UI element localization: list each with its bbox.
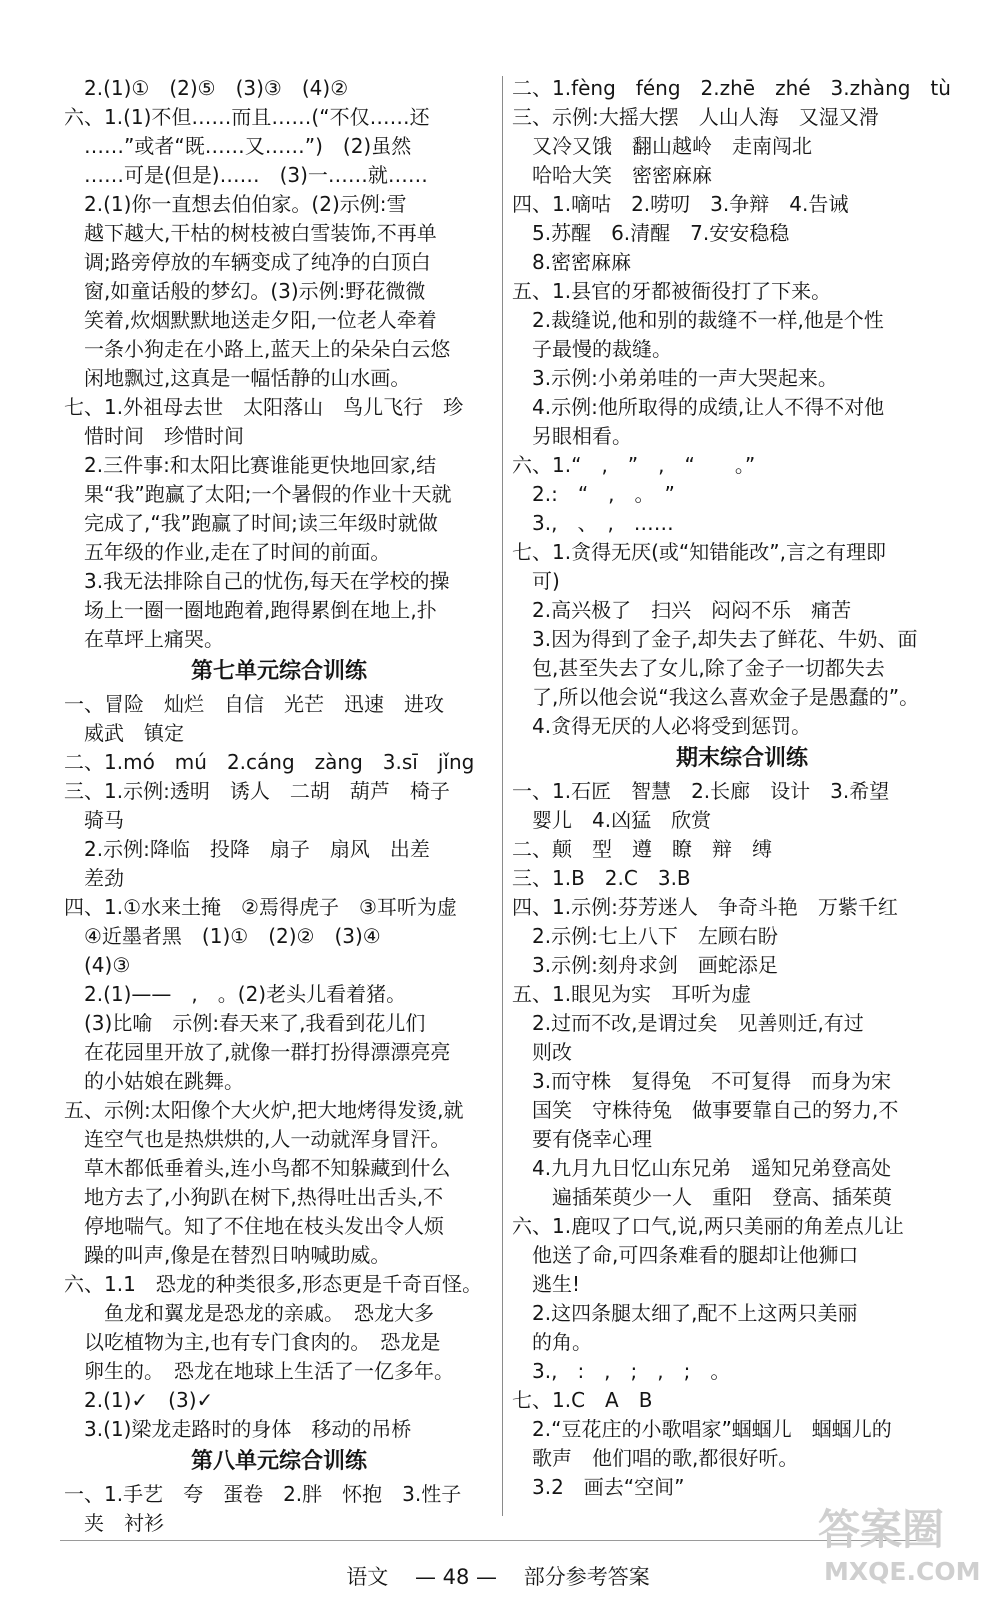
answer-line: 3.示例:刻舟求剑 画蛇添足 [512, 953, 778, 977]
answer-line: 了,所以他会说“我这么喜欢金子是愚蠢的”。 [512, 685, 920, 709]
answer-line: 2.(1)① (2)⑤ (3)③ (4)② [64, 76, 349, 100]
answer-line: 3., : , ; , ; 。 [512, 1359, 731, 1383]
answer-line: 三、1.示例:透明 诱人 二胡 葫芦 椅子 [64, 779, 450, 803]
answer-line: 五年级的作业,走在了时间的前面。 [64, 540, 391, 564]
answer-line: ……”或者“既……又……”) (2)虽然 [64, 134, 412, 158]
answer-line: 8.密密麻麻 [512, 250, 632, 274]
answer-line: 二、1.mó mú 2.cáng zàng 3.sī jǐng [64, 750, 475, 774]
answer-line: 婴儿 4.凶猛 欣赏 [512, 808, 712, 832]
footer-page-number: — 48 — [414, 1565, 498, 1589]
answer-line: 笑着,炊烟默默地送走夕阳,一位老人牵着 [64, 308, 437, 332]
answer-line: 四、1.①水来土掩 ②焉得虎子 ③耳听为虚 [64, 895, 457, 919]
footer-rule [60, 1540, 930, 1541]
answer-line: 七、1.外祖母去世 太阳落山 鸟儿飞行 珍 [64, 395, 464, 419]
answer-line: 五、1.眼见为实 耳听为虚 [512, 982, 752, 1006]
answer-line: ④近墨者黑 (1)① (2)② (3)④ [64, 924, 381, 948]
column-divider [502, 76, 503, 1516]
answer-line: 他送了命,可四条难看的腿却让他狮口 [512, 1243, 859, 1267]
answer-line: 三、1.B 2.C 3.B [512, 866, 691, 890]
answer-line: 一、冒险 灿烂 自信 光芒 迅速 进攻 [64, 692, 444, 716]
answer-line: 2.裁缝说,他和别的裁缝不一样,他是个性 [512, 308, 884, 332]
answer-line: (3)比喻 示例:春天来了,我看到花儿们 [64, 1011, 426, 1035]
answer-line: 七、1.C A B [512, 1388, 653, 1412]
answer-line: 要有侥幸心理 [512, 1127, 652, 1151]
answer-line: 地方去了,小狗趴在树下,热得吐出舌头,不 [64, 1185, 444, 1209]
answer-line: 场上一圈一圈地跑着,跑得累倒在地上,扑 [64, 598, 437, 622]
footer-subject: 语文 [346, 1565, 389, 1589]
answer-line: 调;路旁停放的车辆变成了纯净的白顶白 [64, 250, 431, 274]
answer-line: 差劲 [64, 866, 124, 890]
answer-line: 2.(1)✓ (3)✓ [64, 1388, 214, 1412]
answer-line: 可) [512, 569, 560, 593]
answer-line: 四、1.嘀咕 2.唠叨 3.争辩 4.告诫 [512, 192, 849, 216]
answer-line: 越下越大,干枯的树枝被白雪装饰,不再单 [64, 221, 437, 245]
section-heading: 期末综合训练 [675, 746, 808, 771]
footer-label: 部分参考答案 [523, 1565, 650, 1589]
answer-line: 3.2 画去“空间” [512, 1475, 685, 1499]
answer-line: 六、1.鹿叹了口气,说,两只美丽的角差点儿让 [512, 1214, 904, 1238]
answer-line: 2.(1)—— , 。(2)老头儿看着猪。 [64, 982, 407, 1006]
answer-line: (4)③ [64, 953, 131, 977]
answer-line: 停地喘气。知了不住地在枝头发出令人烦 [64, 1214, 444, 1238]
answer-line: 二、颠 型 遵 瞭 辩 缚 [512, 837, 772, 861]
answer-line: 2.这四条腿太细了,配不上这两只美丽 [512, 1301, 858, 1325]
answer-line: 4.示例:他所取得的成绩,让人不得不对他 [512, 395, 885, 419]
answer-line: 在草坪上痛哭。 [64, 627, 224, 651]
answer-line: 惜时间 珍惜时间 [64, 424, 244, 448]
answer-line: 在花园里开放了,就像一群打扮得漂漂亮亮 [64, 1040, 451, 1064]
answer-line: 3.示例:小弟弟哇的一声大哭起来。 [512, 366, 838, 390]
answer-line: 夹 衬衫 [64, 1511, 164, 1535]
answer-line: 窗,如童话般的梦幻。(3)示例:野花微微 [64, 279, 426, 303]
section-heading: 第七单元综合训练 [190, 659, 367, 684]
answer-line: 又冷又饿 翻山越岭 走南闯北 [512, 134, 812, 158]
answer-line: 国笑 守株待兔 做事要靠自己的努力,不 [512, 1098, 899, 1122]
answer-line: 完成了,“我”跑赢了时间;读三年级时就做 [64, 511, 438, 535]
answer-line: 六、1.“ , ” , “ 。” [512, 453, 756, 477]
answer-line: 六、1.(1)不但……而且……(“不仅……还 [64, 105, 430, 129]
answer-line: 2.(1)你一直想去伯伯家。(2)示例:雪 [64, 192, 407, 216]
answer-line: 4.贪得无厌的人必将受到惩罚。 [512, 714, 812, 738]
answer-line: 躁的叫声,像是在替烈日呐喊助威。 [64, 1243, 391, 1267]
answer-line: 遍插茱萸少一人 重阳 登高、插茱萸 [512, 1185, 892, 1209]
answer-line: 3.(1)梁龙走路时的身体 移动的吊桥 [64, 1417, 412, 1441]
answer-line: 歌声 他们唱的歌,都很好听。 [512, 1446, 799, 1470]
answer-line: 逃生! [512, 1272, 581, 1296]
answer-line: 果“我”跑赢了太阳;一个暑假的作业十天就 [64, 482, 452, 506]
answer-line: 2.“豆花庄的小歌唱家”蝈蝈儿 蝈蝈儿的 [512, 1417, 892, 1441]
watermark-url-text: MXQE.COM [824, 1557, 981, 1586]
answer-line: 四、1.示例:芬芳迷人 争奇斗艳 万紫千红 [512, 895, 898, 919]
answer-line: 的小姑娘在跳舞。 [64, 1069, 244, 1093]
answer-line: 3.而守株 复得兔 不可复得 而身为宋 [512, 1069, 892, 1093]
answer-line: 威武 镇定 [64, 721, 184, 745]
answer-line: 2.高兴极了 扫兴 闷闷不乐 痛苦 [512, 598, 852, 622]
answer-line: 一条小狗走在小路上,蓝天上的朵朵白云悠 [64, 337, 451, 361]
answer-line: 七、1.贪得无厌(或“知错能改”,言之有理即 [512, 540, 886, 564]
answer-line: 的角。 [512, 1330, 592, 1354]
answer-line: 五、示例:太阳像个大火炉,把大地烤得发烫,就 [64, 1098, 464, 1122]
answer-line: ……可是(但是)…… (3)一……就…… [64, 163, 428, 187]
section-heading: 第八单元综合训练 [190, 1449, 367, 1474]
answer-line: 一、1.手艺 夸 蛋卷 2.胖 怀抱 3.性子 [64, 1482, 462, 1506]
answer-line: 哈哈大笑 密密麻麻 [512, 163, 712, 187]
answer-line: 五、1.县官的牙都被衙役打了下来。 [512, 279, 832, 303]
answer-line: 4.九月九日忆山东兄弟 遥知兄弟登高处 [512, 1156, 892, 1180]
answer-line: 鱼龙和翼龙是恐龙的亲戚。 恐龙大多 [64, 1301, 434, 1325]
answer-line: 3.我无法排除自己的忧伤,每天在学校的操 [64, 569, 450, 593]
answer-line: 2.三件事:和太阳比赛谁能更快地回家,结 [64, 453, 437, 477]
answer-line: 连空气也是热烘烘的,人一动就浑身冒汗。 [64, 1127, 451, 1151]
answer-line: 二、1.fèng féng 2.zhē zhé 3.zhàng tù [512, 76, 951, 100]
answer-line: 3., 、 , …… [512, 511, 674, 535]
answer-line: 则改 [512, 1040, 572, 1064]
answer-line: 六、1.1 恐龙的种类很多,形态更是千奇百怪。 [64, 1272, 483, 1296]
left-column [64, 74, 494, 1538]
answer-line: 三、示例:大摇大摆 人山人海 又湿又滑 [512, 105, 879, 129]
answer-line: 包,甚至失去了女儿,除了金子一切都失去 [512, 656, 885, 680]
answer-line: 2.示例:七上八下 左顾右盼 [512, 924, 778, 948]
answer-line: 闲地飘过,这真是一幅恬静的山水画。 [64, 366, 411, 390]
answer-line: 以吃植物为主,也有专门食肉的。 恐龙是 [64, 1330, 441, 1354]
answer-line: 卵生的。 恐龙在地球上生活了一亿多年。 [64, 1359, 454, 1383]
answer-line: 草木都低垂着头,连小鸟都不知躲藏到什么 [64, 1156, 451, 1180]
answer-line: 一、1.石匠 智慧 2.长廊 设计 3.希望 [512, 779, 890, 803]
right-column [512, 74, 972, 1502]
answer-line: 子最慢的裁缝。 [512, 337, 672, 361]
answer-line: 2.过而不改,是谓过矣 见善则迁,有过 [512, 1011, 864, 1035]
watermark-logo-text: 答案圈 [818, 1505, 945, 1554]
answer-line: 骑马 [64, 808, 124, 832]
answer-line: 另眼相看。 [512, 424, 632, 448]
answer-line: 5.苏醒 6.清醒 7.安安稳稳 [512, 221, 790, 245]
watermark-logo [806, 1494, 984, 1590]
answer-line: 2.: “ , 。 ” [512, 482, 675, 506]
answer-line: 3.因为得到了金子,却失去了鲜花、牛奶、面 [512, 627, 918, 651]
answer-line: 2.示例:降临 投降 扇子 扇风 出差 [64, 837, 430, 861]
